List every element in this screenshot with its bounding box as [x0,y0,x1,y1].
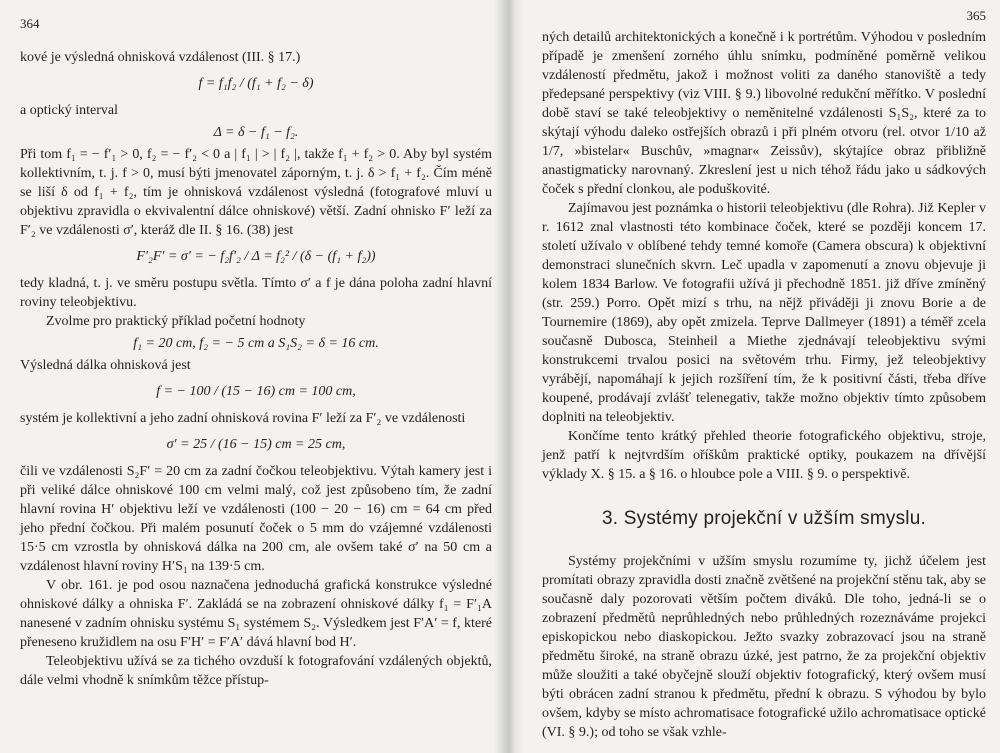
section-heading: 3. Systémy projekční v užším smyslu. [602,508,926,529]
paragraph: čili ve vzdálenosti S₂F′ = 20 cm za zadní čočkou teleobjektivu. Výtah kamery jest i při veliké dálce ohniskové 100 cm velmi malý, což jest způsobeno tím, že zadní hlavní rovina H′ objektivu leží ve vzdálenosti (100 − 20 − 16) cm = 64 cm před jeho přední čočkou. Při malém posunutí čoček o 5 mm do vzájemné vzdálenosti 15·5 cm vzrostla by ohnisková dálka na 200 cm, ale ovšem také σ′ na 50 cm a vzdálenost hlavní roviny H′S₁ na 139·5 cm. [20,464,492,574]
paragraph: tedy kladná, t. j. ve směru postupu světla. Tímto σ′ a f je dána poloha zadní hlavní roviny teleobjektivu. [20,276,492,310]
paragraph: ných detailů architektonických a konečně i k portrétům. Výhodou v posledním případě je zmenšení zorného úhlu snímku, podmíněné poměrně velikou vzdáleností předmětu, jakož i možnost voliti za daného stanoviště a tedy předepsané perspektivy (viz VIII. § 9.) libovolné redukční měřítko. V poslední době staví se také teleobjektivy o neměnitelné vzdálenosti S₁S₂, které za to skýtají výhodu daleko ostřejších obrazů i při plném otvoru (rel. otvor 1/10 až 1/7, »bistelar« Buschův, »magnar« Zeissův), skýtajíce obraz přibližně anastigmaticky narovnaný. Zkreslení jest u nich téhož řádu jako u sádkových čoček s přední clonkou, ale poduškovité. [542,30,986,197]
page-number-right: 365 [966,8,986,23]
text-line: Výsledná dálka ohnisková jest [20,358,191,373]
equation-sigma: F′₂F′ = σ′ = − f₂f′₂ / Δ = f₂² / (δ − (f₁ + f₂)) [136,249,376,264]
text-line: a optický interval [20,103,118,118]
book-gutter [494,0,524,753]
paragraph: V obr. 161. je pod osou naznačena jednoduchá grafická konstrukce výsledné ohniskové dálky a ohniska F′. Zakládá se na zobrazení ohniskové dálky f₁ = F′₁A nanesené v zadním ohnisku systému S₁ systémem S₂. Výsledkem jest F′A′ = f, které přeneseno kružidlem na osu F′H′ = F′A′ dává hlavní bod H′. [20,578,492,650]
paragraph: Zvolme pro praktický příklad početní hodnoty [46,314,306,329]
equation-values: f₁ = 20 cm, f₂ = − 5 cm a S₁S₂ = δ = 16 cm. [133,336,379,351]
paragraph: systém je kollektivní a jeho zadní ohnisková rovina F′ leží za F′₂ ve vzdálenosti [20,411,466,426]
equation-result-f: f = − 100 / (15 − 16) cm = 100 cm, [156,384,356,399]
paragraph: Teleobjektivu užívá se za tichého ovzduší k fotografování vzdálených objektů, dále velmi vhodně k snímkům těžce přístup- [20,654,492,688]
right-page [512,0,1000,753]
paragraph: Končíme tento krátký přehled theorie fotografického objektivu, stroje, jenž patří k nejtvrdším oříškům praktické optiky, poukazem na dřívější výklady X. § 15. a § 16. o hloubce pole a VIII. § 9. o perspektivě. [542,429,986,482]
paragraph: Při tom f₁ = − f′₁ > 0, f₂ = − f′₂ < 0 a | f₁ | > | f₂ |, takže f₁ + f₂ > 0. Aby byl systém kollektivním, t. j. f > 0, musí býti jmenovatel záporným, t. j. δ > f₁ + f₂. Čím méně se liší δ od f₁ + f₂, tím je ohnisková vzdálenost výsledná (fotografové mluví u objektivu zpravidla o ekvivalentní dálce ohniskové) větší. Zadní ohnisko F′ leží za F′₂ ve vzdálenosti σ′, kteráž dle II. § 16. (38) jest [20,147,492,238]
equation-result-sigma: σ′ = 25 / (16 − 15) cm = 25 cm, [166,437,346,452]
text-line: kové je výsledná ohnisková vzdálenost (III. § 17.) [20,50,301,65]
page-number-left: 364 [20,16,40,31]
equation-optical-interval: Δ = δ − f₁ − f₂. [213,125,299,140]
equation-focal-length: f = f₁f₂ / (f₁ + f₂ − δ) [198,76,314,91]
paragraph: Systémy projekčními v užším smyslu rozumíme ty, jichž účelem jest promítati obrazy zpravidla dosti značně zvětšené na projekční stěnu tak, aby se současně daly pozorovati větším počtem diváků. Dle toho, jedná-li se o zobrazení předmětů neprůhledných nebo průhledných rozeznáváme projekci episkopickou nebo diaskopickou. Ježto svazky zobrazovací jsou na straně předmětu široké, na straně obrazu úzké, jest patrno, že za projekční objektiv může sloužiti a také obyčejně slouží objektiv fotografický, který ovšem musí býti obrácen zadní stranou k předmětu, přední k obrazu. S výhodou by bylo ovšem, kdyby se místo achromatisace fotografické užilo achromatisace optické (VI. § 9.); od toho se však vzhle- [542,554,986,740]
paragraph: Zajímavou jest poznámka o historii teleobjektivu (dle Rohra). Již Kepler v r. 1612 znal vlastnosti této kombinace čoček, které se později koncem 17. století užívalo v oblíbené tehdy temné komoře (Camera obscura) k objektivní demonstraci slunečních skvrn. Leč upadla v zapomenutí a znovu objevuje ji kolem 1834 Barlow. Ve fotografii užívá ji přechodně 1851. již dříve zmíněný (str. 259.) Porro. Opět mizí s trhu, na nějž přiváději ji znovu Borie a de Tournemire (1869), aby opět zmizela. Teprve Dallmeyer (1891) a téměř zcela současně Dubosca, Steinheil a Miethe zjednávají teleobjektivu svými konstrukcemi trvalou posici na světovém trhu. Firmy, jež teleobjektivy vyrábějí, napomáhají k jejich rozšíření tím, že k positivní části, třeba dříve koupené, prodávají zvlášť telenegativ, takže možno objektiv tímto způsobem doplniti na teleobjektiv. [542,201,986,425]
